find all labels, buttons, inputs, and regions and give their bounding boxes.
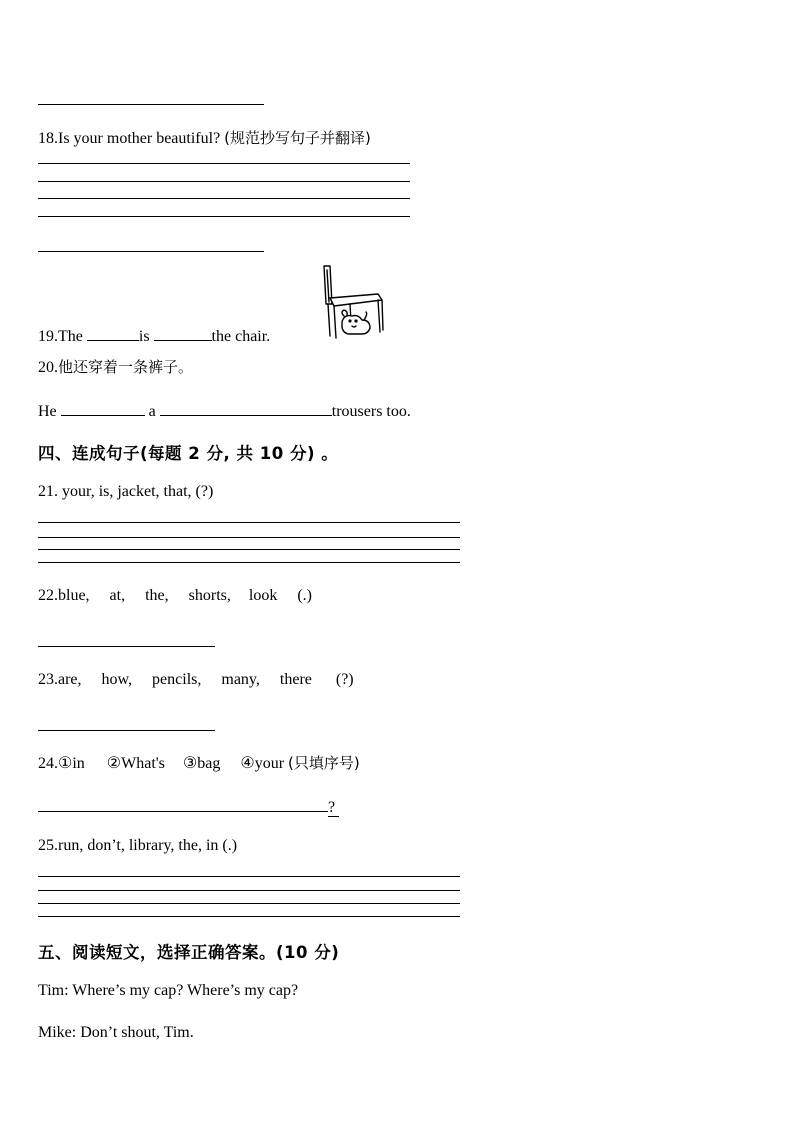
q22-word: blue, (58, 587, 90, 604)
q23-word: many, (221, 671, 260, 688)
copy-line-2 (38, 181, 410, 182)
q25-line-1 (38, 876, 460, 877)
q22-word: the, (145, 587, 169, 604)
q24-blank[interactable] (38, 795, 328, 812)
q20-blank-2[interactable] (160, 399, 332, 416)
chair-dog-illustration (320, 264, 386, 340)
question-note: (只填序号) (288, 754, 360, 772)
q19-blank-1[interactable] (87, 324, 139, 341)
q20-blank-1[interactable] (61, 399, 145, 416)
q19-blank-2[interactable] (154, 324, 212, 341)
q22-word: (.) (297, 587, 312, 604)
q24-word: ④your (240, 755, 285, 772)
q22-word: at, (109, 587, 126, 604)
question-number: 23. (38, 671, 58, 688)
question-text: Is your mother beautiful? (58, 130, 221, 147)
question-21 (38, 482, 213, 502)
section-5-title: 五、阅读短文，选择正确答案。(10 分) (38, 943, 340, 962)
q23-word: (?) (335, 671, 354, 688)
q20-word-3: trousers too. (331, 403, 411, 420)
question-note: (规范抄写句子并翻译) (224, 129, 371, 147)
q19-word-1: The (58, 328, 83, 345)
q21-line-4 (38, 562, 460, 563)
q20-word-2: a (148, 403, 156, 420)
translation-line (38, 251, 264, 252)
question-19 (38, 324, 270, 347)
q25-line-2 (38, 890, 460, 891)
q19-word-2: is (138, 328, 150, 345)
speaker: Tim: (38, 982, 69, 999)
question-text: run, don’t, library, the, in (.) (58, 837, 238, 854)
q22-word: look (248, 587, 278, 604)
section-4-title: 四、连成句子(每题 2 分, 共 10 分) 。 (38, 444, 339, 463)
question-23 (38, 670, 354, 690)
q24-word: ①in (58, 755, 85, 772)
q20-word-1: He (38, 403, 57, 420)
q23-answer-line (38, 730, 215, 731)
q25-line-4 (38, 916, 460, 917)
question-24 (38, 753, 360, 774)
q23-word: are, (58, 671, 82, 688)
dialogue-text: Don’t shout, Tim. (80, 1024, 194, 1041)
q25-line-3 (38, 903, 460, 904)
q21-line-3 (38, 549, 460, 550)
question-number: 21 (38, 483, 54, 500)
q20-answer (38, 399, 411, 422)
q22-answer-line (38, 646, 215, 647)
question-25 (38, 836, 237, 856)
question-number: 20. (38, 359, 58, 376)
q23-word: pencils, (152, 671, 202, 688)
question-number: 24. (38, 755, 58, 772)
question-text: 他还穿着一条裤子。 (58, 358, 194, 376)
question-number: 25. (38, 837, 58, 854)
q24-answer (38, 795, 339, 818)
q24-end-mark: ? (328, 799, 339, 817)
copy-line-1 (38, 163, 410, 164)
q19-word-3: the chair. (211, 328, 271, 345)
question-number: 18. (38, 130, 58, 147)
speaker: Mike: (38, 1024, 77, 1041)
question-20 (38, 357, 193, 378)
q23-word: there (279, 671, 312, 688)
q21-line-2 (38, 537, 460, 538)
q23-word: how, (101, 671, 133, 688)
answer-line (38, 104, 264, 105)
copy-line-4 (38, 216, 410, 217)
dialogue-line-1 (38, 981, 298, 1001)
question-text: . your, is, jacket, that, (?) (54, 483, 214, 500)
q24-word: ②What's (106, 755, 165, 772)
q22-word: shorts, (188, 587, 231, 604)
question-18 (38, 128, 371, 149)
question-number: 22. (38, 587, 58, 604)
q24-word: ③bag (182, 755, 221, 772)
question-number: 19. (38, 328, 58, 345)
copy-line-3 (38, 198, 410, 199)
dialogue-line-2 (38, 1023, 194, 1043)
q21-line-1 (38, 522, 460, 523)
dialogue-text: Where’s my cap? Where’s my cap? (72, 982, 299, 999)
question-22 (38, 586, 312, 606)
